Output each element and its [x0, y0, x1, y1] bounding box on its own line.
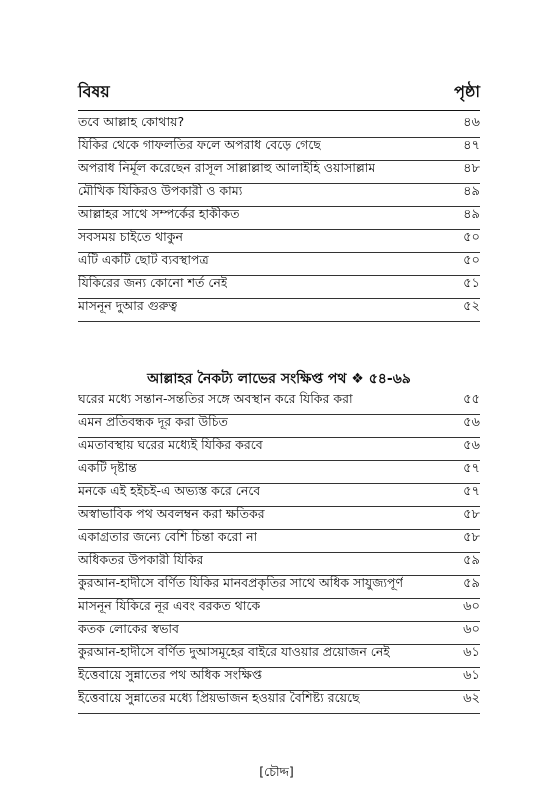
toc-entry: [78, 253, 480, 276]
toc-entry: [78, 415, 480, 438]
toc-entry-title: তবে আল্লাহ কোথায়?: [78, 114, 185, 129]
toc-entry-title: কতক লোকের স্বভাব: [78, 621, 179, 636]
toc-entry: [78, 230, 480, 253]
toc-entry-title: একটি দৃষ্টান্ত: [78, 460, 137, 475]
toc-entry-page: ৫৮: [463, 507, 480, 522]
toc-entry-page: ৫৭: [463, 484, 480, 499]
toc-entry-title: কুরআন-হাদীসে বর্ণিত যিকির মানবপ্রকৃতির সাথে অধিক সাযুজ্যপূর্ণ: [78, 575, 404, 590]
toc-entry-title: সবসময় চাইতে থাকুন: [78, 229, 183, 244]
toc-section-1: [78, 115, 480, 322]
toc-entry-page: ৬১: [463, 645, 480, 660]
toc-entry: [78, 507, 480, 530]
toc-entry-title: মনকে এই হইচই-এ অভ্যস্ত করে নেবে: [78, 483, 261, 498]
toc-entry-page: ৬১: [463, 668, 480, 683]
toc-entry-title: একাগ্রতার জন্যে বেশি চিন্তা করো না: [78, 529, 258, 544]
toc-entry-page: ৫৯: [463, 553, 480, 568]
toc-entry: [78, 161, 480, 184]
toc-header: [78, 80, 480, 106]
toc-entry: [78, 115, 480, 138]
toc-entry-page: ৫২: [463, 299, 480, 314]
toc-entry-title: মাসনূন যিকিরে নূর এবং বরকত থাকে: [78, 598, 261, 613]
header-rule: [78, 110, 480, 111]
toc-entry-title: কুরআন-হাদীসে বর্ণিত দুআসমূহের বাইরে যাওয়ার প্রয়োজন নেই: [78, 644, 390, 659]
toc-entry-title: অধিকতর উপকারী যিকির: [78, 552, 204, 567]
toc-entry: [78, 668, 480, 691]
toc-entry-page: ৬০: [463, 599, 480, 614]
toc-entry: [78, 576, 480, 599]
toc-entry: [78, 138, 480, 161]
toc-entry-page: ৬২: [463, 691, 480, 706]
page-heading: পৃষ্ঠা: [454, 82, 480, 101]
toc-entry-page: ৫১: [463, 276, 480, 291]
toc-entry: [78, 184, 480, 207]
toc-entry-page: ৫৭: [463, 461, 480, 476]
toc-entry: [78, 553, 480, 576]
toc-entry-title: মাসনূন দুআর গুরুত্ব: [78, 298, 178, 313]
toc-entry-page: ৬০: [463, 622, 480, 637]
toc-entry-title: ইত্তেবায়ে সুন্নাতের মধ্যে প্রিয়ভাজন হওয়ার বৈশিষ্ট্য রয়েছে: [78, 690, 360, 705]
toc-entry: [78, 438, 480, 461]
toc-entry-page: ৪৭: [463, 138, 480, 153]
toc-entry-title: এটি একটি ছোট ব্যবস্থাপত্র: [78, 252, 209, 267]
toc-entry-title: অস্বাভাবিক পথ অবলম্বন করা ক্ষতিকর: [78, 506, 265, 521]
toc-entry: [78, 276, 480, 299]
toc-entry-page: ৫০: [463, 253, 480, 268]
toc-entry: [78, 530, 480, 553]
toc-entry-title: ইত্তেবায়ে সুন্নাতের পথ অধিক সংক্ষিপ্ত: [78, 667, 262, 682]
toc-entry: [78, 645, 480, 668]
toc-entry-title: মৌখিক যিকিরও উপকারী ও কাম্য: [78, 183, 243, 198]
section-title: আল্লাহর নৈকট্য লাভের সংক্ষিপ্ত পথ ❖ ৫৪-৬৯: [147, 371, 411, 387]
toc-entry-page: ৫৯: [463, 576, 480, 591]
toc-entry: [78, 691, 480, 714]
toc-entry: [78, 299, 480, 322]
toc-entry-title: আল্লাহর সাথে সম্পর্কের হাকীকত: [78, 206, 240, 221]
toc-entry-page: ৪৬: [463, 115, 480, 130]
toc-entry-page: ৫৫: [463, 392, 480, 407]
toc-entry-title: যিকিরের জন্য কোনো শর্ত নেই: [78, 275, 228, 290]
toc-entry-page: ৪৯: [463, 184, 480, 199]
page-number: [চৌদ্দ]: [259, 764, 294, 779]
toc-entry-page: ৪৯: [463, 207, 480, 222]
toc-entry: [78, 484, 480, 507]
toc-entry-title: এমতাবস্থায় ঘরের মধ্যেই যিকির করবে: [78, 437, 263, 452]
toc-entry: [78, 599, 480, 622]
toc-entry: [78, 461, 480, 484]
subject-heading: বিষয়: [78, 82, 110, 101]
toc-entry: [78, 392, 480, 415]
toc-entry-title: অপরাধ নির্মূল করেছেন রাসূল সাল্লাল্লাহু আলাইহি ওয়াসাল্লাম: [78, 160, 376, 175]
toc-entry-page: ৫৮: [463, 530, 480, 545]
toc-entry-page: ৫৬: [463, 415, 480, 430]
toc-section-2: [78, 392, 480, 714]
toc-entry-title: এমন প্রতিবন্ধক দূর করা উচিত: [78, 414, 228, 429]
toc-entry-title: যিকির থেকে গাফলতির ফলে অপরাধ বেড়ে গেছে: [78, 137, 321, 152]
toc-entry: [78, 622, 480, 645]
toc-entry-page: ৫৬: [463, 438, 480, 453]
toc-entry-title: ঘরের মধ্যে সন্তান-সন্ততির সঙ্গে অবস্থান করে যিকির করা: [78, 391, 353, 406]
toc-entry-page: ৫০: [463, 230, 480, 245]
toc-entry: [78, 207, 480, 230]
toc-entry-page: ৪৮: [463, 161, 480, 176]
